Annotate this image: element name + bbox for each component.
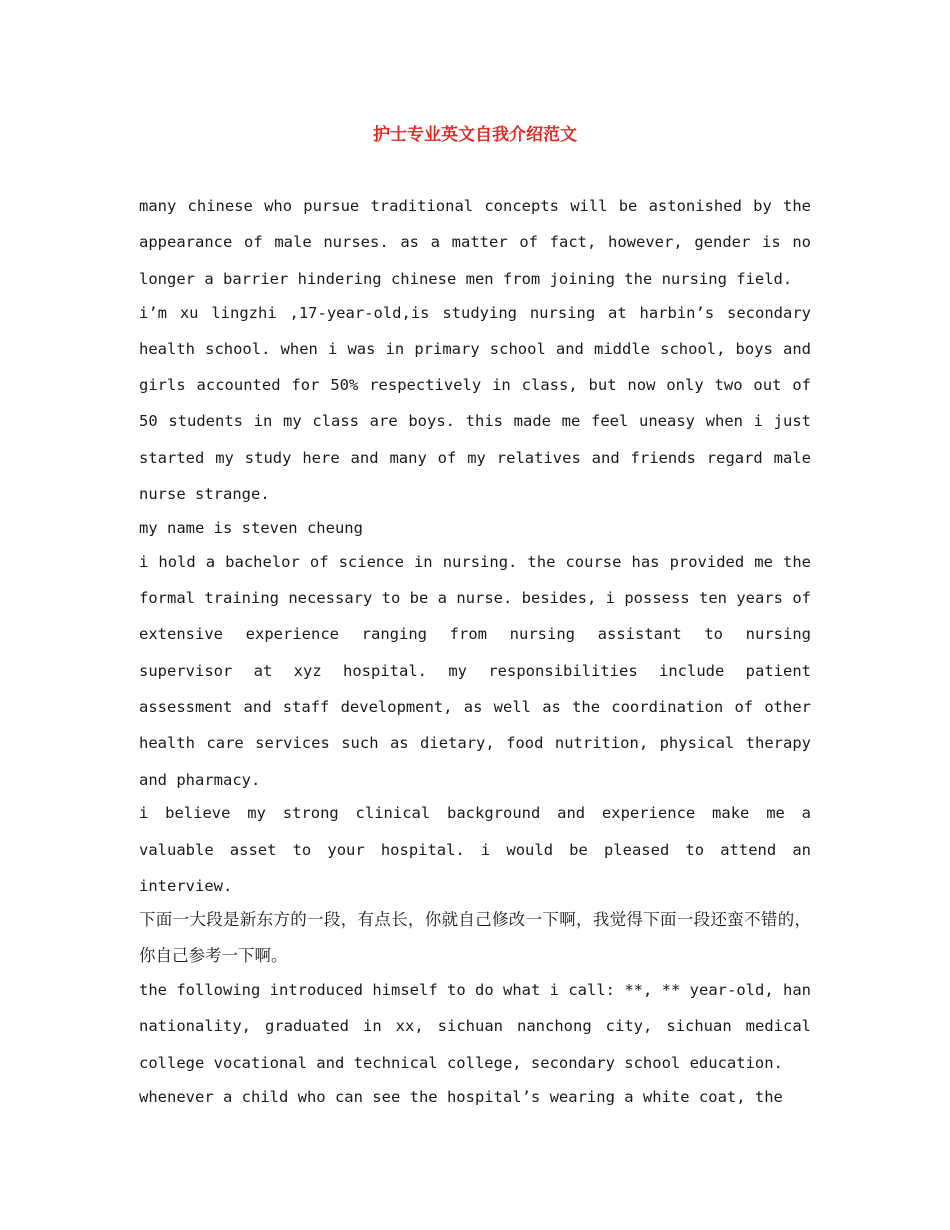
paragraph-self-introduction: the following introduced himself to do what i call: **, ** year-old, han nationality, graduated in xx, sichuan nanchong city, sichuan medical college vocational and technical college, secondary school education.	[139, 981, 811, 1072]
paragraph-nursing-background: i hold a bachelor of science in nursing. the course has provided me the formal training necessary to be a nurse. besides, i possess ten years of extensive experience ranging from nursing assistant to nursing supervisor at xyz hospital. my responsibilities include patient assessment and staff development, as well as the coordination of other health care services such as dietary, food nutrition, physical therapy and pharmacy.	[139, 552, 811, 789]
paragraph-male-nurses-intro: many chinese who pursue traditional concepts will be astonished by the appearance of male nurses. as a matter of fact, however, gender is no longer a barrier hindering chinese men from joining the nursing field.	[139, 197, 811, 288]
document-title: 护士专业英文自我介绍范文	[373, 125, 577, 145]
paragraph-interview-request: i believe my strong clinical background and experience make me a valuable asset to your hospital. i would be pleased to attend an interview.	[139, 804, 811, 896]
paragraph-chinese-note: 下面一大段是新东方的一段，有点长，你就自己修改一下啊，我觉得下面一段还蛮不错的，你自己参考一下啊。	[139, 909, 811, 966]
document-body	[139, 188, 811, 1115]
paragraph-xu-lingzhi: i’m xu lingzhi ,17-year-old,is studying nursing at harbin’s secondary health school. when i was in primary school and middle school, boys and girls accounted for 50% respectively in class, but now only two out of 50 students in my class are boys. this made me feel uneasy when i just started my study here and many of my relatives and friends regard male nurse strange.	[139, 303, 811, 503]
paragraph-steven-cheung-name: my name is steven cheung	[139, 518, 363, 537]
paragraph-white-coat: whenever a child who can see the hospital’s wearing a white coat, the	[139, 1087, 783, 1106]
